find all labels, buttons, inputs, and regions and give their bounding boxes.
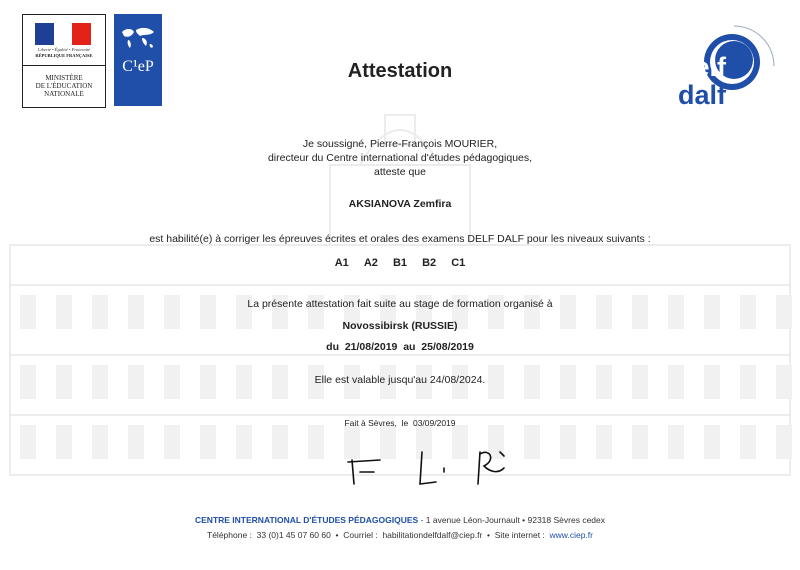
footer-address-text: - 1 avenue Léon-Journault • 92318 Sèvres cedex: [418, 515, 605, 525]
watermark-window: [596, 425, 612, 459]
level-item: C1: [451, 257, 466, 269]
watermark-window: [236, 425, 252, 459]
habilitation-text: est habilité(e) à corriger les épreuves écrites et orales des examens DELF DALF pour les niveaux suivants :: [149, 233, 651, 245]
delf-text: delf: [678, 52, 727, 82]
watermark-window: [92, 425, 108, 459]
logo-ministere-name: MINISTÈRE DE L'ÉDUCATION NATIONALE: [35, 74, 93, 98]
logo-devise: Liberté • Égalité • Fraternité: [37, 47, 91, 52]
watermark-window: [740, 425, 756, 459]
watermark-window: [20, 425, 36, 459]
watermark-window: [200, 425, 216, 459]
intro-line-3: atteste que: [374, 166, 426, 178]
stage-location: Novossibirsk (RUSSIE): [342, 320, 458, 332]
watermark-window: [128, 425, 144, 459]
watermark-window: [668, 425, 684, 459]
page-title: Attestation: [347, 60, 453, 82]
footer-contact: [0, 530, 800, 540]
level-item: A1: [334, 257, 349, 269]
watermark-window: [560, 425, 576, 459]
watermark-window: [56, 425, 72, 459]
watermark-window: [524, 425, 540, 459]
level-item: B1: [392, 257, 408, 269]
world-map-icon: [114, 18, 162, 58]
intro-line-1: Je soussigné, Pierre-François MOURIER,: [302, 138, 498, 150]
logo-republique: RÉPUBLIQUE FRANÇAISE: [35, 53, 93, 58]
holder-name: AKSIANOVA Zemfira: [348, 198, 452, 210]
handwritten-signature: [340, 438, 520, 490]
validity-text: Elle est valable jusqu'au 24/08/2024.: [314, 374, 486, 386]
footer-website-link[interactable]: www.ciep.fr: [549, 530, 593, 540]
footer-org-name: CENTRE INTERNATIONAL D'ÉTUDES PÉDAGOGIQUES: [195, 515, 419, 525]
dalf-text: dalf: [678, 80, 727, 110]
watermark-window: [704, 425, 720, 459]
watermark-window: [632, 425, 648, 459]
levels-list: [0, 257, 800, 269]
footer-contact-text: Téléphone : 33 (0)1 45 07 60 60 • Courriel : habilitationdelfdalf@ciep.fr • Site internet :: [207, 530, 550, 540]
watermark-window: [272, 425, 288, 459]
watermark-window: [164, 425, 180, 459]
level-item: B2: [422, 257, 437, 269]
stage-intro: La présente attestation fait suite au stage de formation organisé à: [247, 298, 553, 310]
intro-line-2: directeur du Centre international d'études pédagogiques,: [267, 152, 533, 164]
level-item: A2: [363, 257, 378, 269]
stage-dates: du 21/08/2019 au 25/08/2019: [326, 341, 474, 353]
footer-address: [0, 515, 800, 525]
watermark-window: [308, 425, 324, 459]
ciep-logo-text: C¹eP: [122, 58, 154, 75]
marianne-flag-icon: [35, 23, 91, 45]
watermark-window: [776, 425, 792, 459]
signed-place-date: Fait à Sèvres, le 03/09/2019: [344, 418, 456, 428]
